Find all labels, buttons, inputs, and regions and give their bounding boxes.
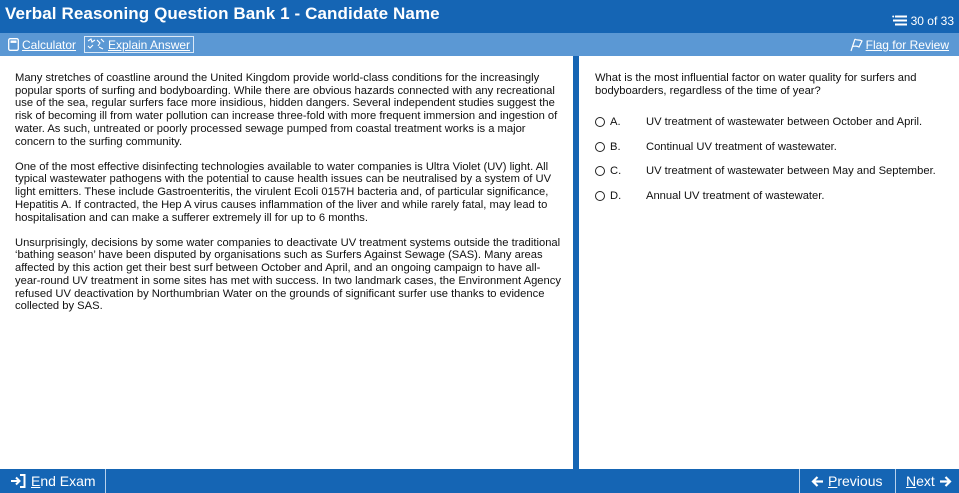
panel-divider[interactable] bbox=[573, 56, 579, 469]
passage-panel bbox=[15, 72, 563, 325]
flag-icon bbox=[849, 38, 863, 52]
question-counter bbox=[892, 14, 954, 28]
exam-title: Verbal Reasoning Question Bank 1 - Candidate Name bbox=[5, 4, 440, 23]
explain-icon bbox=[87, 38, 105, 51]
flag-label: Flag for Review bbox=[865, 37, 949, 52]
option-text[interactable]: UV treatment of wastewater between October and April. bbox=[646, 116, 923, 129]
option-a[interactable] bbox=[595, 110, 955, 135]
option-text[interactable]: Continual UV treatment of wastewater. bbox=[646, 140, 837, 153]
list-icon bbox=[892, 15, 908, 27]
calculator-label: Calculator bbox=[22, 37, 77, 52]
end-exam-label: End Exam bbox=[31, 473, 96, 489]
bottom-bar bbox=[0, 469, 959, 493]
option-d[interactable] bbox=[595, 184, 955, 209]
calculator-button[interactable] bbox=[5, 36, 79, 53]
arrow-right-icon bbox=[939, 475, 952, 488]
radio-button[interactable] bbox=[595, 117, 605, 127]
option-b[interactable] bbox=[595, 135, 955, 160]
explain-label: Explain Answer bbox=[108, 37, 191, 52]
radio-button[interactable] bbox=[595, 166, 605, 176]
end-exam-button[interactable] bbox=[0, 469, 106, 493]
next-button[interactable] bbox=[895, 469, 959, 493]
option-text[interactable]: UV treatment of wastewater between May and September. bbox=[646, 165, 936, 178]
question-text: What is the most influential factor on water quality for surfers and bodyboarders, regardless of the time of year? bbox=[595, 72, 917, 97]
explain-answer-button[interactable] bbox=[84, 36, 194, 53]
option-letter: B. bbox=[610, 140, 621, 153]
exit-icon bbox=[10, 474, 26, 488]
arrow-left-icon bbox=[811, 475, 824, 488]
option-letter: A. bbox=[610, 116, 621, 129]
option-letter: C. bbox=[610, 165, 622, 178]
option-text[interactable]: Annual UV treatment of wastewater. bbox=[646, 189, 825, 202]
option-letter: D. bbox=[610, 189, 622, 202]
counter-text: 30 of 33 bbox=[910, 14, 954, 28]
next-label: Next bbox=[906, 473, 935, 489]
previous-button[interactable] bbox=[799, 469, 895, 493]
title-bar bbox=[0, 0, 959, 33]
tool-bar bbox=[0, 33, 959, 56]
radio-button[interactable] bbox=[595, 191, 605, 201]
previous-label: Previous bbox=[828, 473, 883, 489]
passage-paragraph: Unsurprisingly, decisions by some water companies to deactivate UV treatment systems outside the traditional ‘bathing season’ have been disputed by organisations such as Surfers Against Sewage (SAS). Many areas affected by this action get their best surf between October and April, and an ongoing campaign to have all-year-round UV treatment in some sites has met with success. In two landmark cases, the Environment Agency refused UV deactivation by Northumbrian Water on the grounds of significant surfer use thanks to evidence collected by SAS. bbox=[15, 236, 561, 313]
radio-button[interactable] bbox=[595, 142, 605, 152]
flag-for-review-button[interactable] bbox=[846, 36, 952, 53]
passage-paragraph: One of the most effective disinfecting technologies available to water companies is Ultra Violet (UV) light. All typical wastewater pathogens with the potential to cause health issues can be neutralised by a system of UV light emitters. These include Gastroenteritis, the virulent Ecoli 0157H bacteria and, of particular significance, Hepatitis A. If contracted, the Hep A virus causes inflammation of the liver and while rarely fatal, may lead to hospitalisation and can make a sufferer extremely ill for up to 6 months. bbox=[15, 160, 552, 224]
calculator-icon bbox=[8, 38, 19, 51]
passage-paragraph: Many stretches of coastline around the United Kingdom provide world-class conditions for the increasingly popular sports of surfing and bodyboarding. While there are obvious hazards connected with any recreational use of the sea, regular surfers face more insidious, hidden dangers. Several independent studies suggest the risk of becoming ill from water pollution can increase three-fold with more frequent immersion and ingestion of water. As such, untreated or poorly processed sewage pumped from coastal treatment works is a major concern to the surfing community. bbox=[15, 72, 558, 148]
option-c[interactable] bbox=[595, 159, 955, 184]
answer-options bbox=[595, 110, 955, 208]
